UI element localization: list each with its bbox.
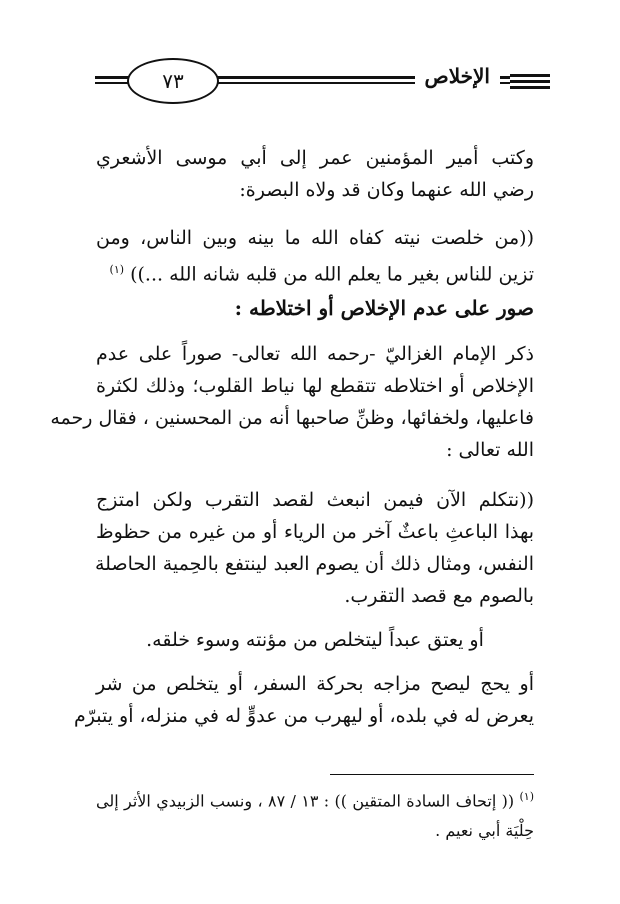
text-line: أو يعتق عبداً ليتخلص من مؤنته وسوء خلقه. [146,629,484,651]
paragraph-letter-intro [96,142,534,206]
text-line: رضي الله عنهما وكان قد ولاه البصرة: [239,179,534,201]
text-line: ((نتكلم الآن فيمن انبعث لقصد التقرب ولكن امتزج [96,489,534,511]
footnote [96,780,534,848]
paragraph-quote-umar [96,222,534,286]
section-heading [96,292,534,324]
footnote-line [96,780,534,814]
text-line: بالصوم مع قصد التقرب. [344,585,534,607]
footnote-text: (( إتحاف السادة المتقين )) : ١٣ / ٨٧ ، ونسب الزبيدي الأثر إلى [96,791,515,811]
text-line: ((من خلصت نيته كفاه الله ما بينه وبين الناس، ومن [96,227,534,249]
text-line: بهذا الباعثِ باعثٌ آخر من الرياء أو من غيره من حظوظ [96,521,534,543]
footnote-line: حِلْيَة أبي نعيم . [435,821,534,840]
paragraph-ghazali [50,338,534,466]
text-line: فاعليها، ولخفائها، وظنِّ صاحبها أنه من المحسنين ، فقال رحمه [50,407,534,429]
footnote-rule [330,774,534,775]
text-line: وكتب أمير المؤمنين عمر إلى أبي موسى الأشعري [96,147,534,169]
text-line: الإخلاص أو اختلاطه تتقطع لها نياط القلوب؛ وذلك لكثرة [96,375,534,397]
paragraph-hajj [74,668,534,732]
text-line: أو يحج ليصح مزاجه بحركة السفر، أو يتخلص من شر [96,673,534,695]
paragraph-ghazali-quote [96,484,534,612]
footnote-marker: (١) [519,790,534,803]
section-heading-text: صور على عدم الإخلاص أو اختلاطه : [234,296,534,320]
chapter-title: الإخلاص [415,64,500,88]
text-line [96,254,534,286]
text-line: الله تعالى : [446,439,534,461]
quote-end: تزين للناس بغير ما يعلم الله من قلبه شانه الله ...)) [130,263,534,286]
text-line: ذكر الإمام الغزاليّ -رحمه الله تعالى- صوراً على عدم [96,343,534,365]
page-number: ٧٣ [127,58,219,104]
footnote-marker: (١) [109,263,125,276]
text-line: النفس، ومثال ذلك أن يصوم العبد لينتفع بالحِمية الحاصلة [94,553,534,575]
header-bars-ornament [510,74,550,92]
text-line: يعرض له في بلده، أو ليهرب من عدوٍّ له في منزله، أو يتبرّم [74,705,534,727]
running-header [95,58,550,102]
paragraph-freeing-slave [96,624,534,656]
